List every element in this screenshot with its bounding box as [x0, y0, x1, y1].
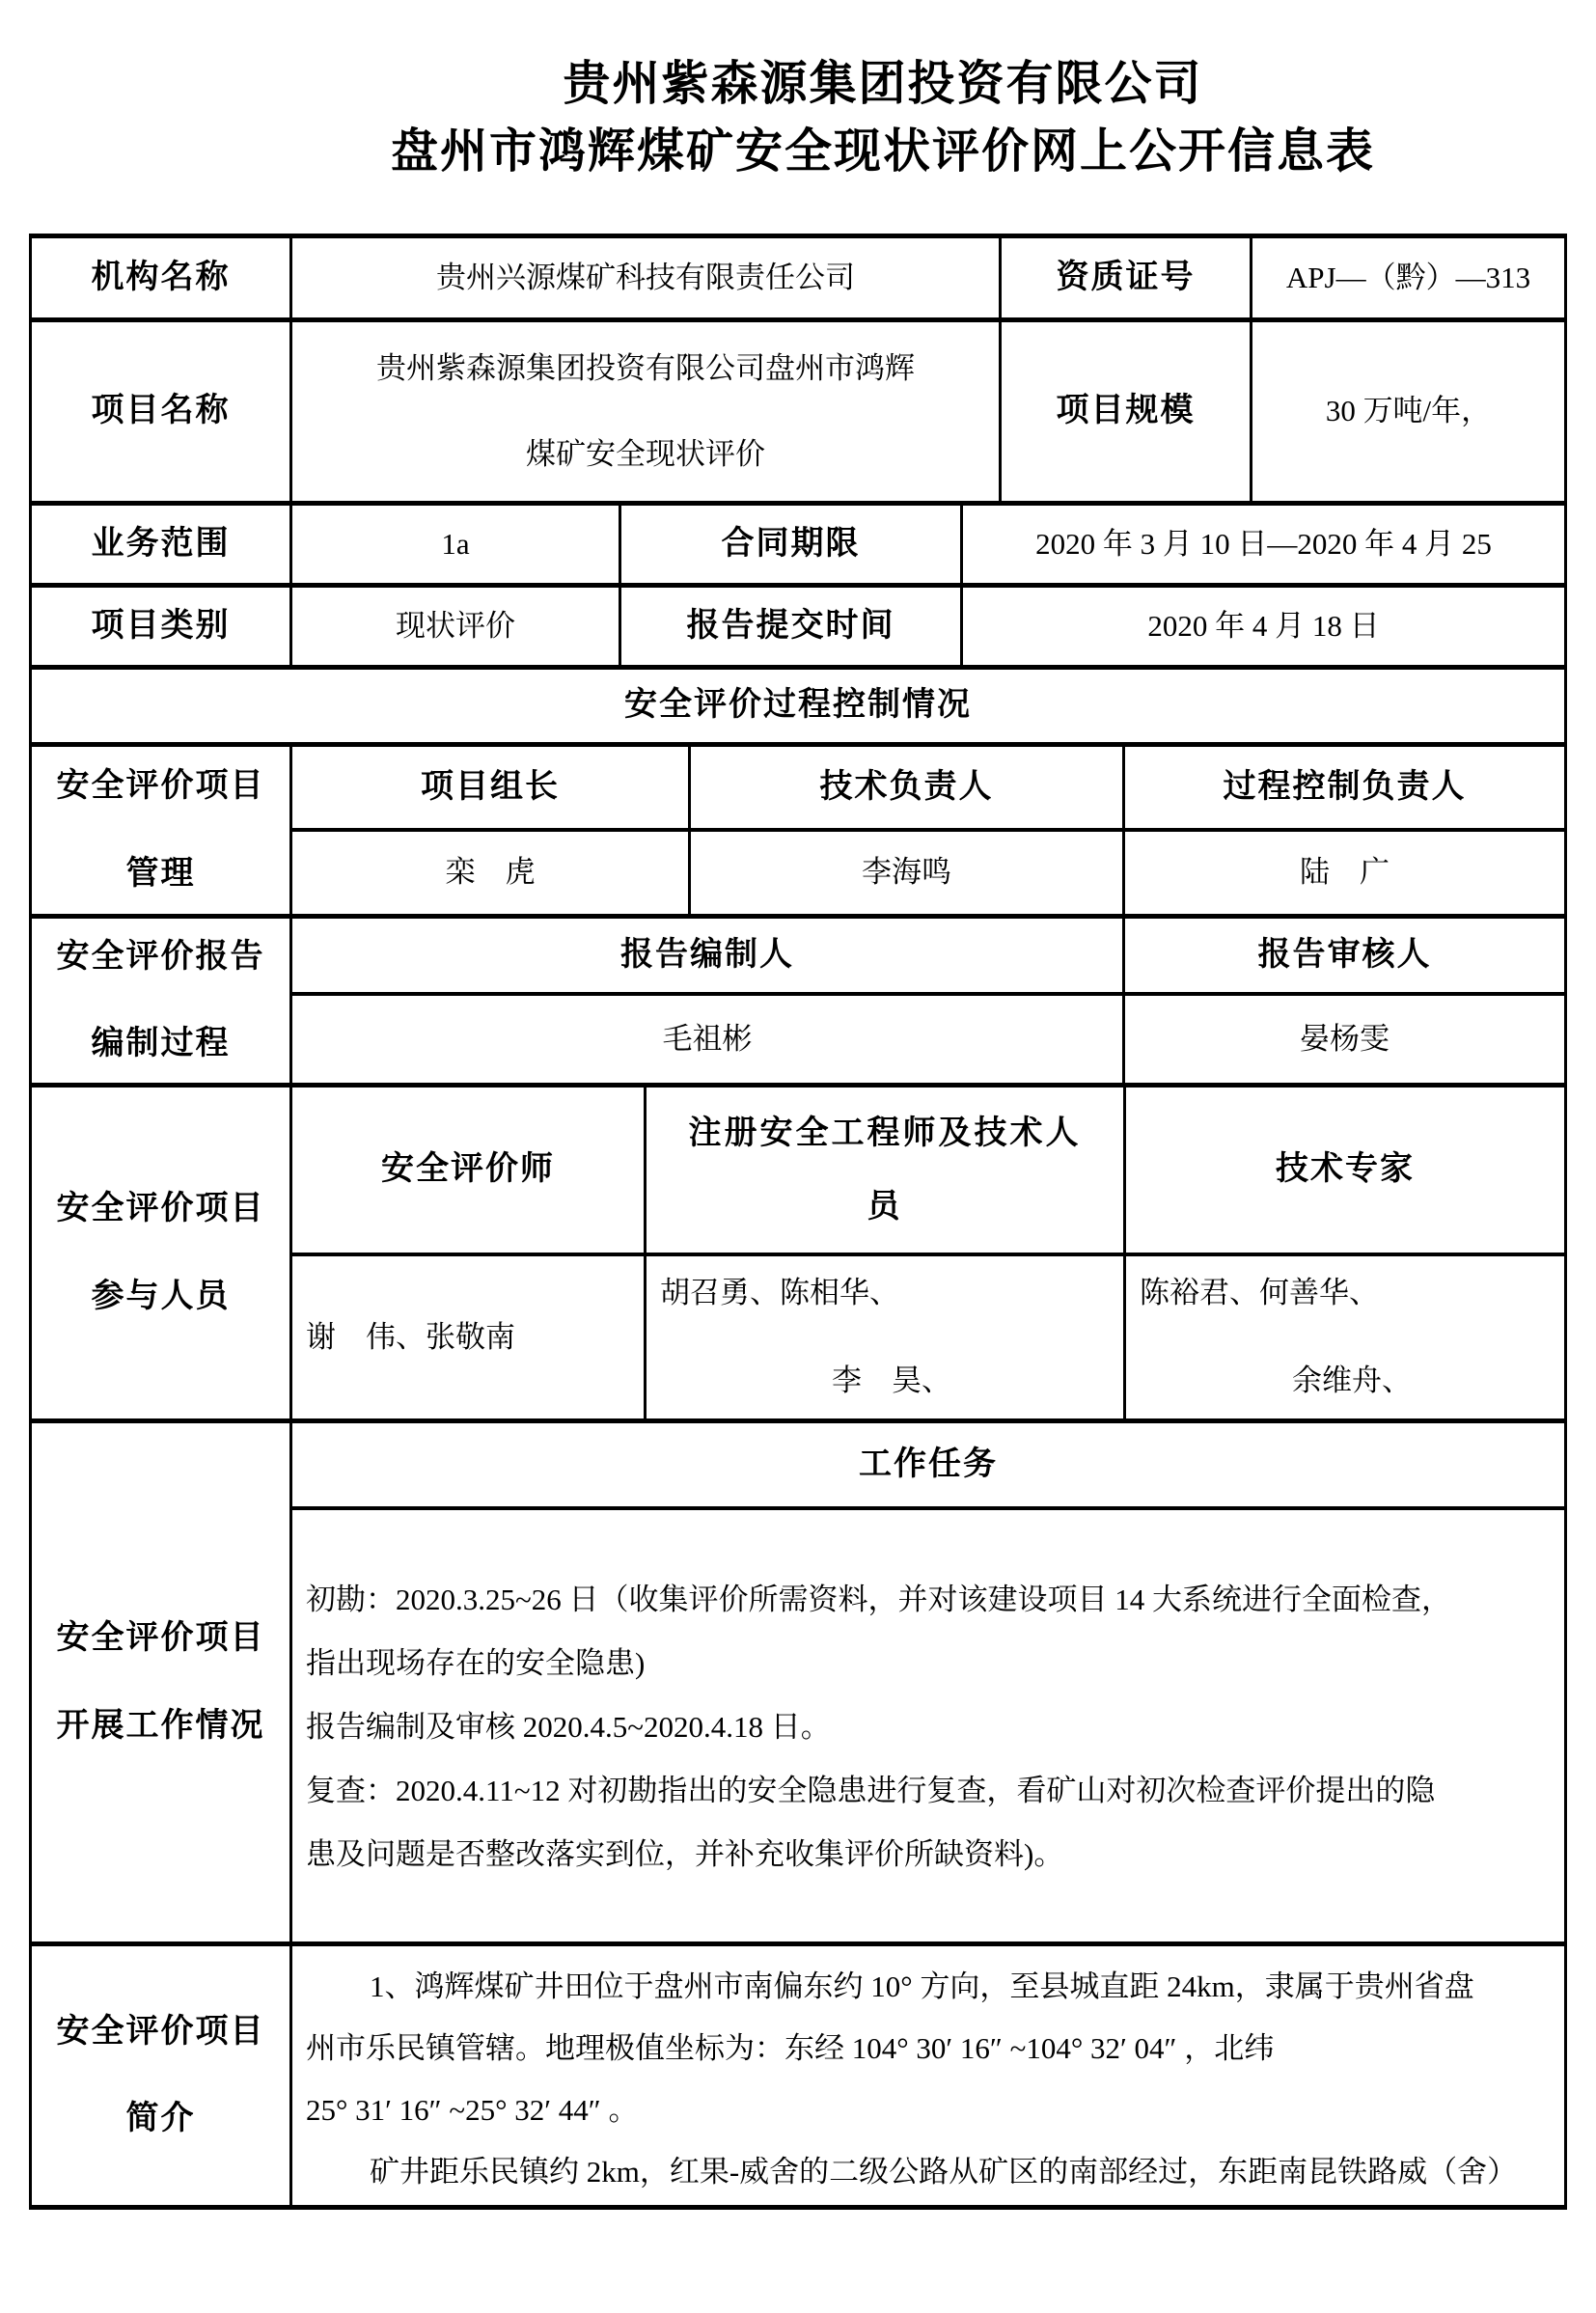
participants-row-label	[32, 1088, 292, 1418]
project-scale-value: 30 万吨/年，	[1325, 394, 1492, 428]
work-header-row	[292, 1423, 1564, 1510]
report-reviewer-header: 报告审核人	[1257, 936, 1432, 973]
intro-section	[32, 1946, 1564, 2205]
participants-header-row	[292, 1088, 1564, 1256]
report-submit-time-value: 2020 年 4 月 18 日	[1147, 608, 1380, 643]
evaluator-header: 安全评价师	[292, 1088, 647, 1253]
project-name-label: 项目名称	[32, 322, 292, 501]
report-grid	[292, 919, 1564, 1083]
process-control-section-row	[32, 670, 1564, 747]
project-name-line2: 煤矿安全现状评价	[526, 436, 765, 471]
org-name-value: 贵州兴源煤矿科技有限责任公司	[292, 238, 1002, 317]
project-name-value	[292, 322, 1002, 501]
experts-header: 技术专家	[1276, 1151, 1415, 1188]
project-leader-header: 项目组长	[292, 747, 691, 828]
work-task-line: 患及问题是否整改落实到位，并补充收集评价所缺资料)。	[306, 1837, 1064, 1871]
tech-director-value: 李海鸣	[691, 832, 1125, 914]
participants-section	[32, 1088, 1564, 1423]
intro-line: 1、鸿辉煤矿井田位于盘州市南偏东约 10° 方向，至县城直距 24km，隶属于贵州省盘	[370, 1969, 1474, 2003]
report-header-row	[292, 919, 1564, 996]
document-title-form: 盘州市鸿辉煤矿安全现状评价网上公开信息表	[390, 124, 1375, 178]
category-row	[32, 588, 1564, 670]
work-task-line: 初勘：2020.3.25~26 日（收集评价所需资料，并对该建设项目 14 大系统进行全面检查，	[306, 1583, 1452, 1616]
document-title-company: 贵州紫森源集团投资有限公司	[563, 57, 1203, 110]
work-task-line: 复查：2020.4.11~12 对初勘指出的安全隐患进行复查，看矿山对初次检查评价提出的隐	[306, 1774, 1436, 1807]
org-row	[32, 238, 1564, 322]
management-header-row	[292, 747, 1564, 832]
engineer-names-line1: 胡召勇、陈相华、	[660, 1276, 899, 1310]
report-value-row	[292, 996, 1564, 1083]
work-body-row	[292, 1510, 1564, 1941]
management-value-row	[292, 832, 1564, 914]
project-category-label: 项目类别	[32, 588, 292, 665]
participants-value-row	[292, 1256, 1564, 1418]
management-row-label	[32, 747, 292, 914]
contract-period-value: 2020 年 3 月 10 日—2020 年 4 月 25	[1035, 526, 1492, 561]
intro-row-label	[32, 1946, 292, 2205]
work-task-header: 工作任务	[859, 1446, 998, 1482]
business-scope-value: 1a	[292, 506, 621, 583]
work-task-body	[292, 1510, 1564, 1941]
business-scope-label: 业务范围	[32, 506, 292, 583]
contract-period-label: 合同期限	[621, 506, 963, 583]
project-leader-value: 栾 虎	[292, 832, 691, 914]
cert-no-label: 资质证号	[1002, 238, 1252, 317]
report-writer-value: 毛祖彬	[292, 996, 1125, 1083]
report-row-label-line2: 编制过程	[91, 1026, 231, 1061]
report-row-label	[32, 919, 292, 1083]
project-category-value: 现状评价	[292, 588, 621, 665]
expert-names	[1126, 1256, 1564, 1418]
expert-names-line2: 余维舟、	[1292, 1363, 1412, 1397]
report-writer-header: 报告编制人	[292, 919, 1125, 992]
report-reviewer-value: 晏杨雯	[1300, 1021, 1390, 1056]
engineer-names	[647, 1256, 1126, 1418]
intro-line: 州市乐民镇管辖。地理极值坐标为：东经 104° 30′ 16″ ~104° 32′ 04″ ，北纬	[306, 2031, 1275, 2065]
management-grid	[292, 747, 1564, 914]
project-name-line1: 贵州紫森源集团投资有限公司盘州市鸿辉	[376, 350, 915, 385]
title-block	[0, 56, 1596, 179]
intro-row-label-line2: 简介	[125, 2101, 196, 2136]
intro-row-label-line1: 安全评价项目	[56, 2013, 265, 2050]
participants-grid	[292, 1088, 1564, 1418]
report-section	[32, 919, 1564, 1088]
management-section	[32, 747, 1564, 919]
tech-director-header: 技术负责人	[691, 747, 1125, 828]
work-task-line: 指出现场存在的安全隐患)	[306, 1646, 646, 1680]
intro-line: 25° 31′ 16″ ~25° 32′ 44″ 。	[306, 2093, 639, 2127]
expert-names-line1: 陈裕君、何善华、	[1140, 1276, 1379, 1310]
work-task-line: 报告编制及审核 2020.4.5~2020.4.18 日。	[306, 1710, 831, 1744]
intro-body	[292, 1946, 1564, 2205]
participants-row-label-line1: 安全评价项目	[56, 1191, 265, 1226]
process-controller-value: 陆 广	[1300, 855, 1390, 890]
report-submit-time-label: 报告提交时间	[621, 588, 963, 665]
engineers-header-text: 注册安全工程师及技术人员	[688, 1115, 1082, 1225]
project-row	[32, 322, 1564, 506]
work-row-label-line1: 安全评价项目	[56, 1620, 265, 1656]
scope-row	[32, 506, 1564, 588]
participants-row-label-line2: 参与人员	[91, 1278, 231, 1314]
project-scale-label: 项目规模	[1002, 322, 1252, 501]
process-controller-header: 过程控制负责人	[1223, 768, 1467, 805]
org-name-label: 机构名称	[32, 238, 292, 317]
cert-no-value: APJ—（黔）—313	[1285, 260, 1531, 294]
management-row-label-line2: 管理	[125, 855, 196, 892]
engineers-header	[647, 1088, 1126, 1253]
management-row-label-line1: 安全评价项目	[56, 768, 265, 804]
report-row-label-line1: 安全评价报告	[56, 938, 265, 975]
work-section	[32, 1423, 1564, 1946]
process-control-section-title: 安全评价过程控制情况	[624, 687, 972, 724]
evaluator-names: 谢 伟、张敬南	[292, 1256, 647, 1418]
intro-line: 矿井距乐民镇约 2km，红果-威舍的二级公路从矿区的南部经过，东距南昆铁路威（舍）	[370, 2155, 1518, 2189]
work-row-label	[32, 1423, 292, 1941]
document-page	[0, 56, 1596, 2313]
work-grid	[292, 1423, 1564, 1941]
engineer-names-line2: 李 昊、	[832, 1363, 951, 1397]
work-row-label-line2: 开展工作情况	[56, 1707, 265, 1744]
info-table	[29, 234, 1567, 2210]
